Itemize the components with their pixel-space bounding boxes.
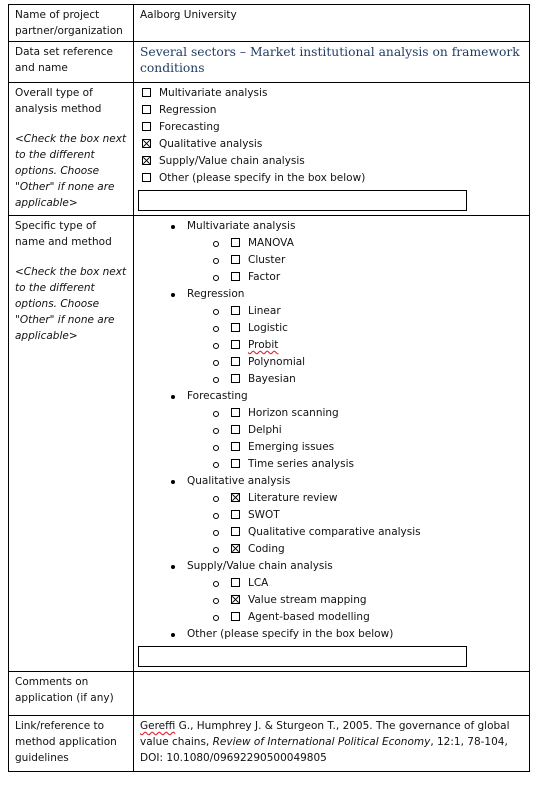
option-label: MANOVA — [248, 237, 294, 249]
checkbox-icon[interactable] — [142, 156, 151, 165]
option-label: Multivariate analysis — [159, 87, 268, 99]
checkbox-icon[interactable] — [231, 527, 240, 536]
option-label: LCA — [248, 577, 269, 589]
option-label: Delphi — [248, 424, 282, 436]
option-label: Polynomial — [248, 356, 306, 368]
checkbox-icon[interactable] — [142, 139, 151, 148]
group-regression — [168, 286, 523, 388]
partner-value[interactable]: Aalborg University — [134, 5, 530, 42]
comments-row — [9, 672, 530, 716]
dataset-row — [9, 42, 530, 83]
method-option-probit — [213, 337, 523, 354]
overall-label-cell — [9, 83, 134, 216]
overall-option-regression — [140, 102, 523, 119]
checkbox-icon[interactable] — [231, 425, 240, 434]
method-option-logistic — [213, 320, 523, 337]
overall-label: Overall type of analysis method — [15, 87, 102, 115]
option-label: Linear — [248, 305, 281, 317]
option-label: Agent-based modelling — [248, 611, 370, 623]
checkbox-icon[interactable] — [231, 578, 240, 587]
comments-label: Comments on application (if any) — [9, 672, 134, 716]
overall-option-other-please-specify-in-the-box-below — [140, 170, 523, 187]
method-form-table — [8, 4, 530, 772]
group-label: Qualitative analysis — [187, 475, 291, 487]
dataset-value[interactable]: Several sectors – Market institutional analysis on framework conditions — [134, 42, 530, 83]
link-label: Link/reference to method application guidelines — [9, 716, 134, 772]
overall-option-forecasting — [140, 119, 523, 136]
checkbox-icon[interactable] — [231, 459, 240, 468]
checkbox-icon[interactable] — [231, 272, 240, 281]
specific-label-cell — [9, 216, 134, 672]
group-items — [187, 303, 523, 388]
method-option-manova — [213, 235, 523, 252]
checkbox-icon[interactable] — [231, 357, 240, 366]
link-row — [9, 716, 530, 772]
method-option-horizon-scanning — [213, 405, 523, 422]
checkbox-icon[interactable] — [231, 323, 240, 332]
method-option-time-series-analysis — [213, 456, 523, 473]
checkbox-icon[interactable] — [231, 442, 240, 451]
method-option-delphi — [213, 422, 523, 439]
group-label: Forecasting — [187, 390, 248, 402]
group-items — [187, 575, 523, 626]
option-label: Bayesian — [248, 373, 296, 385]
link-reference — [134, 716, 530, 772]
group-supply-value-chain-analysis — [168, 558, 523, 626]
overall-instructions: <Check the box next to the different options. Choose "Other" if none are applicable> — [15, 133, 127, 209]
method-option-cluster — [213, 252, 523, 269]
option-label: Factor — [248, 271, 281, 283]
checkbox-icon[interactable] — [231, 255, 240, 264]
specific-instructions: <Check the box next to the different options. Choose "Other" if none are applicable> — [15, 266, 127, 342]
checkbox-icon[interactable] — [231, 408, 240, 417]
method-option-polynomial — [213, 354, 523, 371]
ref-text-2: , 12:1, 78-104, DOI: 10.1080/09692290500049805 — [140, 736, 508, 764]
group-items — [187, 490, 523, 558]
dataset-label: Data set reference and name — [9, 42, 134, 83]
group-multivariate-analysis — [168, 218, 523, 286]
method-option-lca — [213, 575, 523, 592]
partner-label: Name of project partner/organization — [9, 5, 134, 42]
group-label: Regression — [187, 288, 245, 300]
option-label: Other (please specify in the box below) — [159, 172, 366, 184]
ref-text-1: G., Humphrey J. & Sturgeon T., 2005. The governance of global value chains, — [140, 720, 510, 748]
group-items — [187, 235, 523, 286]
overall-options-cell — [134, 83, 530, 216]
ref-author: Gereffi — [140, 720, 176, 732]
checkbox-icon[interactable] — [231, 544, 240, 553]
method-option-emerging-issues — [213, 439, 523, 456]
method-option-value-stream-mapping — [213, 592, 523, 609]
overall-option-qualitative-analysis — [140, 136, 523, 153]
partner-row — [9, 5, 530, 42]
group-label: Multivariate analysis — [187, 220, 296, 232]
checkbox-icon[interactable] — [142, 88, 151, 97]
checkbox-icon[interactable] — [142, 105, 151, 114]
overall-options-list — [140, 85, 523, 187]
specific-other-input[interactable] — [138, 646, 467, 667]
option-label: Coding — [248, 543, 285, 555]
checkbox-icon[interactable] — [231, 238, 240, 247]
checkbox-icon[interactable] — [142, 122, 151, 131]
specific-groups-list — [140, 218, 523, 643]
option-label: Horizon scanning — [248, 407, 339, 419]
group-other: Other (please specify in the box below) — [168, 626, 523, 643]
specific-row — [9, 216, 530, 672]
overall-row — [9, 83, 530, 216]
method-option-agent-based-modelling — [213, 609, 523, 626]
group-label: Supply/Value chain analysis — [187, 560, 333, 572]
method-option-coding — [213, 541, 523, 558]
checkbox-icon[interactable] — [231, 510, 240, 519]
group-forecasting — [168, 388, 523, 473]
option-label: Probit — [248, 339, 279, 351]
option-label: Logistic — [248, 322, 288, 334]
option-label: SWOT — [248, 509, 280, 521]
method-option-literature-review — [213, 490, 523, 507]
method-option-linear — [213, 303, 523, 320]
specific-options-cell — [134, 216, 530, 672]
option-label: Supply/Value chain analysis — [159, 155, 305, 167]
checkbox-icon[interactable] — [231, 595, 240, 604]
option-label: Time series analysis — [248, 458, 354, 470]
overall-option-supply-value-chain-analysis — [140, 153, 523, 170]
specific-label: Specific type of name and method — [15, 220, 112, 248]
option-label: Value stream mapping — [248, 594, 367, 606]
overall-option-multivariate-analysis — [140, 85, 523, 102]
method-option-qualitative-comparative-analysis — [213, 524, 523, 541]
ref-journal: Review of International Political Economy — [212, 736, 431, 748]
option-label: Cluster — [248, 254, 286, 266]
checkbox-icon[interactable] — [231, 340, 240, 349]
group-items — [187, 405, 523, 473]
method-option-swot — [213, 507, 523, 524]
checkbox-icon[interactable] — [231, 493, 240, 502]
overall-other-input[interactable] — [138, 190, 467, 211]
group-qualitative-analysis — [168, 473, 523, 558]
checkbox-icon[interactable] — [231, 374, 240, 383]
option-label: Emerging issues — [248, 441, 335, 453]
option-label: Forecasting — [159, 121, 220, 133]
checkbox-icon[interactable] — [231, 612, 240, 621]
option-label: Regression — [159, 104, 217, 116]
option-label: Qualitative analysis — [159, 138, 263, 150]
option-label: Qualitative comparative analysis — [248, 526, 421, 538]
option-label: Literature review — [248, 492, 338, 504]
checkbox-icon[interactable] — [231, 306, 240, 315]
method-option-bayesian — [213, 371, 523, 388]
method-option-factor — [213, 269, 523, 286]
comments-value[interactable] — [134, 672, 530, 716]
checkbox-icon[interactable] — [142, 173, 151, 182]
